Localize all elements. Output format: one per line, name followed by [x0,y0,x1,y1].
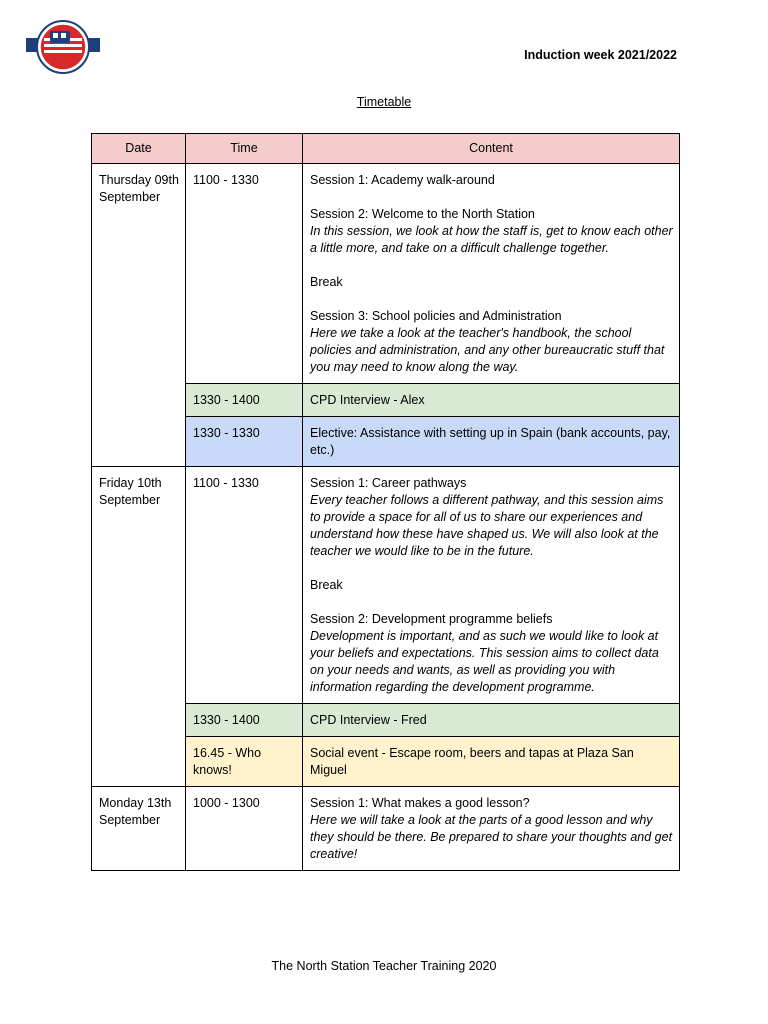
content-cell: Elective: Assistance with setting up in Spain (bank accounts, pay, etc.) [303,417,680,467]
date-cell: Friday 10th September [92,467,186,787]
date-cell: Monday 13th September [92,787,186,871]
footer-text: The North Station Teacher Training 2020 [271,959,497,973]
session-title: Session 3: School policies and Administration [310,309,562,323]
session-title: Session 2: Development programme beliefs [310,612,553,626]
session-description: Here we will take a look at the parts of a good lesson and why they should be there. Be prepared to share your thoughts and get creative! [310,813,673,861]
north-station-logo [26,19,100,75]
session-title: Session 1: Career pathways [310,476,467,490]
session-description: Every teacher follows a different pathway, and this session aims to provide a space for all of us to share our experiences and understand how these have shaped us. We will also look at the teacher we would like to be in the future. [310,493,664,558]
time-cell: 1330 - 1400 [186,704,303,737]
content-cell [303,164,680,384]
table-header-row [92,134,680,164]
column-header-time: Time [186,134,303,164]
time-cell: 1100 - 1330 [186,467,303,704]
time-cell: 1100 - 1330 [186,164,303,384]
content-cell: CPD Interview - Fred [303,704,680,737]
time-cell: 1000 - 1300 [186,787,303,871]
time-cell: 1330 - 1400 [186,384,303,417]
session-title: Break [310,578,343,592]
session-title: Session 2: Welcome to the North Station [310,207,535,221]
session-description: In this session, we look at how the staff is, get to know each other a little more, and take on a difficult challenge together. [310,224,673,255]
content-cell [303,467,680,704]
column-header-content: Content [303,134,680,164]
timetable [91,133,680,871]
session-title: Session 1: Academy walk-around [310,173,495,187]
session-title: Break [310,275,343,289]
document-title: Timetable [356,95,412,109]
table-row [92,467,680,704]
table-row [92,164,680,384]
table-row [92,787,680,871]
content-cell: Social event - Escape room, beers and tapas at Plaza San Miguel [303,737,680,787]
session-description: Here we take a look at the teacher's handbook, the school policies and administration, and any other bureaucratic stuff that you may need to know along the way. [310,326,665,374]
time-cell: 1330 - 1330 [186,417,303,467]
column-header-date: Date [92,134,186,164]
date-cell: Thursday 09th September [92,164,186,467]
content-cell [303,787,680,871]
session-title: Session 1: What makes a good lesson? [310,796,530,810]
time-cell: 16.45 - Who knows! [186,737,303,787]
content-cell: CPD Interview - Alex [303,384,680,417]
header-title: Induction week 2021/2022 [524,48,677,62]
session-description: Development is important, and as such we would like to look at your beliefs and expectations. This session aims to collect data on your needs and wants, as well as providing you with information regarding the development programme. [310,629,659,694]
